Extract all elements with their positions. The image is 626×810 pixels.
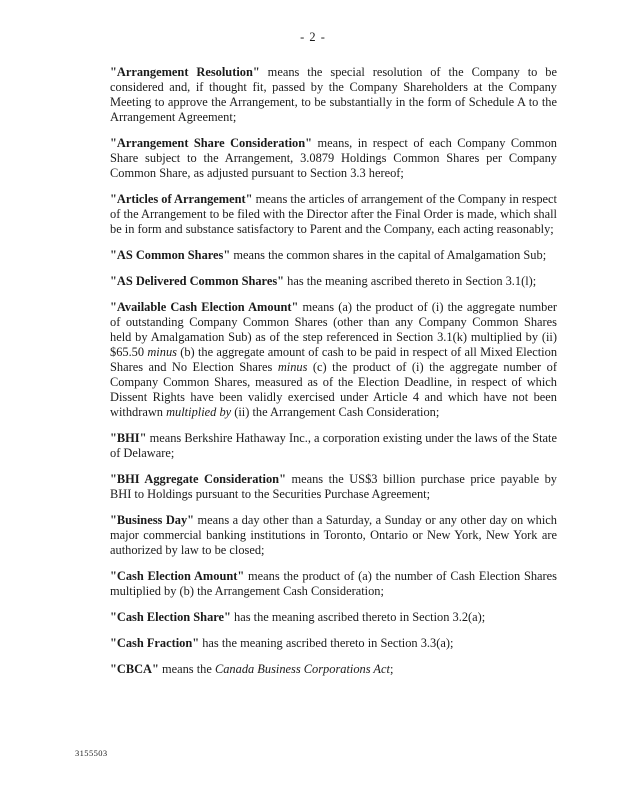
definition-text: means a day other than a Saturday, a Sunday or any other day on which major commercial banking institutions in Toronto, Ontario or New York, New York are authorized by law to be closed; (110, 513, 557, 557)
definition-text: minus (277, 360, 308, 374)
page-number: - 2 - (300, 30, 326, 44)
definition-paragraph-arrangement-resolution (110, 65, 557, 125)
definition-paragraph-arrangement-share-consideration (110, 136, 557, 181)
definition-term: "Arrangement Share Consideration" (110, 136, 313, 150)
definition-term: "Cash Fraction" (110, 636, 200, 650)
definition-paragraph-bhi (110, 431, 557, 461)
definition-text: (c) the product of (i) the aggregate number of Company Common Shares, measured as of the Election Deadline, in respect of which Dissent Rights have been validly exercised under Article 4 and which have not been withdrawn (110, 360, 557, 419)
definition-text: means the articles of arrangement of the Company in respect of the Arrangement to be filed with the Director after the Final Order is made, which shall be in form and substance satisfactory to Parent and the Company, each acting reasonably; (110, 192, 557, 236)
definition-text: multiplied by (166, 405, 232, 419)
definition-term: "Cash Election Amount" (110, 569, 245, 583)
definition-paragraph-as-delivered-common-shares (110, 274, 557, 289)
definition-term: "Available Cash Election Amount" (110, 300, 299, 314)
definition-paragraph-cash-election-share (110, 610, 557, 625)
document-control-number: 3155503 (75, 748, 108, 758)
definition-term: "BHI" (110, 431, 147, 445)
definition-text: means (a) the product of (i) the aggregate number of outstanding Company Common Shares (other than any Company Common Shares held by Amalgamation Sub) as of the step referenced in Section 3.1(k) multiplied by (ii) $65.50 (110, 300, 557, 359)
definition-text: means the product of (a) the number of Cash Election Shares multiplied by (b) the Arrangement Cash Consideration; (110, 569, 557, 598)
definition-paragraph-as-common-shares (110, 248, 557, 263)
definitions-list (110, 65, 557, 688)
definition-term: "Arrangement Resolution" (110, 65, 260, 79)
definition-text: means the special resolution of the Company to be considered and, if thought fit, passed by the Company Shareholders at the Company Meeting to approve the Arrangement, to be substantially in the form of Schedule A to the Arrangement Agreement; (110, 65, 557, 124)
definition-text: ; (389, 662, 394, 676)
definition-text: means Berkshire Hathaway Inc., a corporation existing under the laws of the State of Delaware; (110, 431, 557, 460)
definition-text: has the meaning ascribed thereto in Section 3.1(l); (284, 274, 537, 288)
definition-term: "Business Day" (110, 513, 195, 527)
definition-text: means, in respect of each Company Common Share subject to the Arrangement, 3.0879 Holdings Common Shares per Company Common Share, as adjusted pursuant to Section 3.3 hereof; (110, 136, 558, 180)
definition-text: (ii) the Arrangement Cash Consideration; (231, 405, 440, 419)
definition-term: "Cash Election Share" (110, 610, 231, 624)
definition-text: means the US$3 billion purchase price payable by BHI to Holdings pursuant to the Securities Purchase Agreement; (110, 472, 558, 501)
definition-paragraph-cash-fraction (110, 636, 557, 651)
definition-text: minus (147, 345, 177, 359)
definition-term: "AS Delivered Common Shares" (110, 274, 285, 288)
definition-text: has the meaning ascribed thereto in Section 3.2(a); (230, 610, 486, 624)
definition-paragraph-cbca (110, 662, 557, 677)
definition-text: means the common shares in the capital of Amalgamation Sub; (230, 248, 547, 262)
definition-paragraph-articles-of-arrangement (110, 192, 557, 237)
definition-term: "CBCA" (110, 662, 159, 676)
definition-term: "Articles of Arrangement" (110, 192, 253, 206)
definition-paragraph-business-day (110, 513, 557, 558)
definition-text: Canada Business Corporations Act (214, 662, 390, 676)
definition-text: means the (158, 662, 215, 676)
definition-paragraph-available-cash-election-amount (110, 300, 557, 420)
definition-paragraph-cash-election-amount (110, 569, 557, 599)
definition-term: "BHI Aggregate Consideration" (110, 472, 286, 486)
definition-paragraph-bhi-aggregate-consideration (110, 472, 557, 502)
definition-text: (b) the aggregate amount of cash to be paid in respect of all Mixed Election Shares and No Election Shares (110, 345, 558, 374)
definition-text: has the meaning ascribed thereto in Section 3.3(a); (199, 636, 454, 650)
definition-term: "AS Common Shares" (110, 248, 231, 262)
